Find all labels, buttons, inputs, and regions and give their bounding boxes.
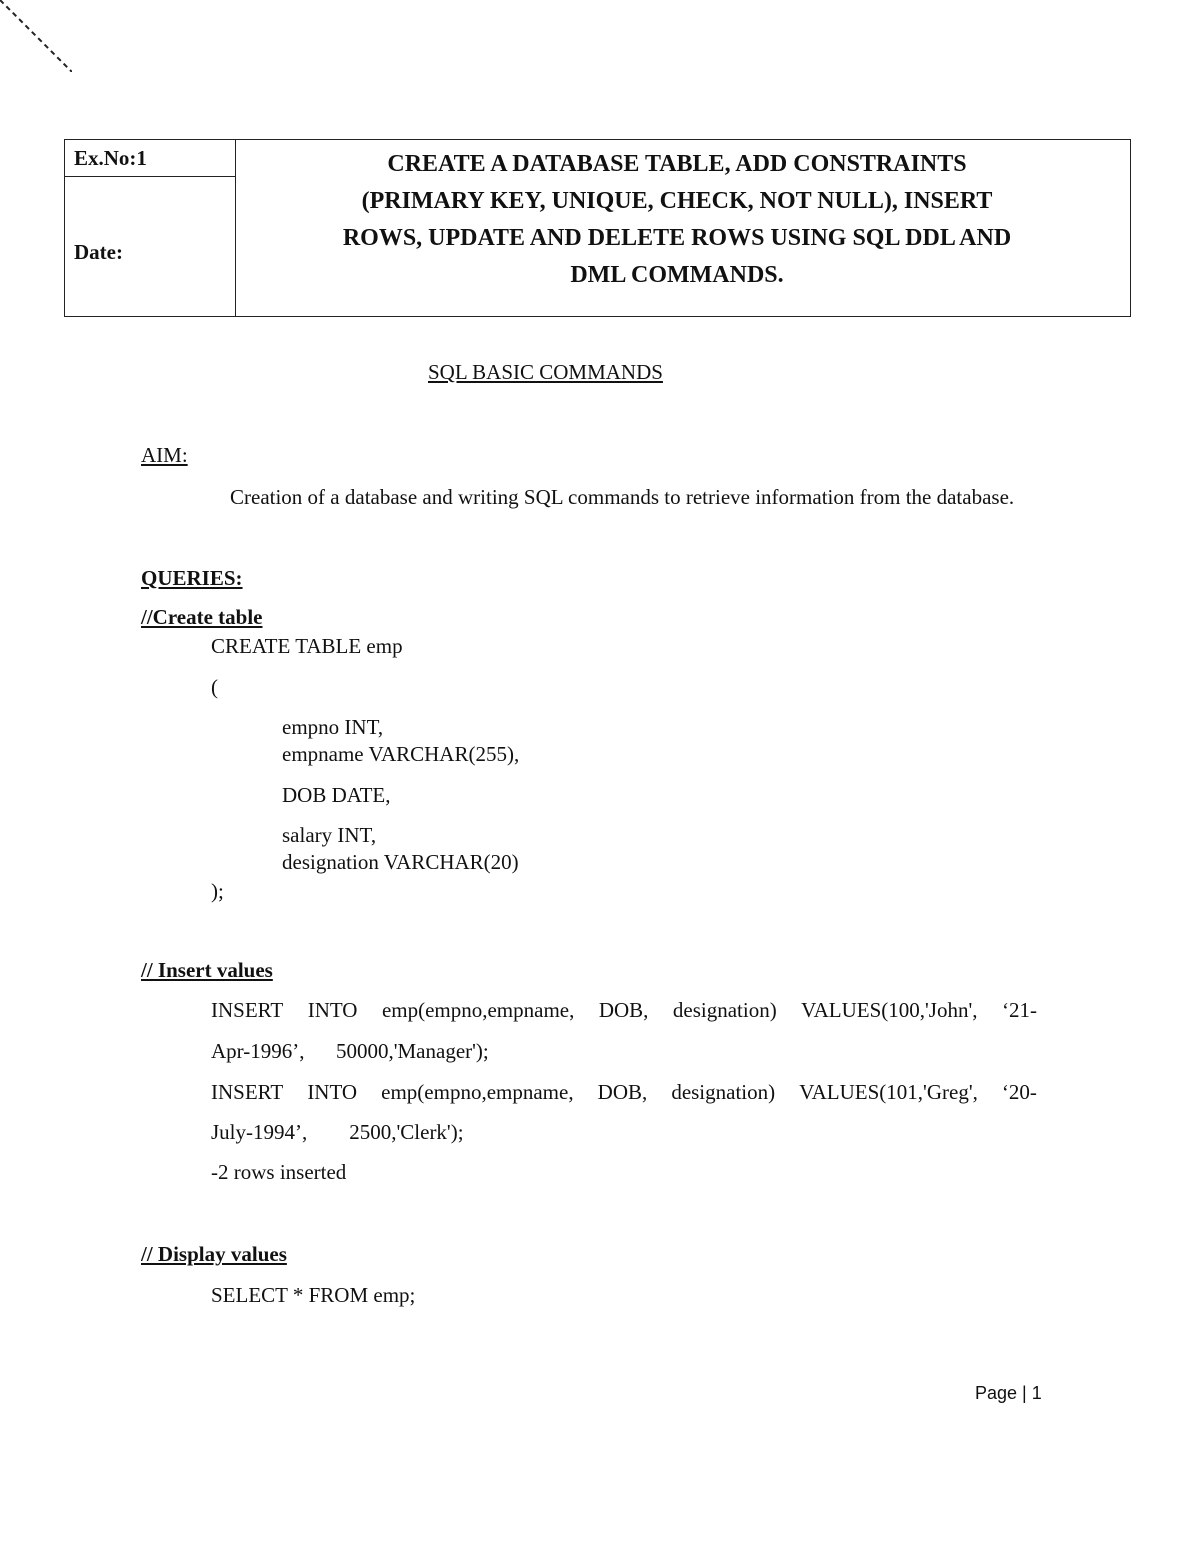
dashed-corner-line	[0, 0, 72, 72]
code-word: VALUES(100,'John',	[801, 998, 978, 1022]
code-word: ‘20-	[1001, 1080, 1037, 1104]
insert-statement-2	[211, 1080, 1037, 1105]
title-line-1: CREATE A DATABASE TABLE, ADD CONSTRAINTS	[387, 151, 967, 177]
code-line: designation VARCHAR(20)	[282, 850, 519, 874]
code-line: empname VARCHAR(255),	[282, 742, 520, 766]
select-query: SELECT * FROM emp;	[211, 1283, 416, 1307]
queries-heading: QUERIES:	[141, 566, 243, 590]
code-word: designation)	[671, 1080, 776, 1104]
code-line: CREATE TABLE emp	[211, 634, 403, 658]
title-line-4: DML COMMANDS.	[570, 262, 784, 288]
code-word: ‘21-	[1001, 998, 1037, 1022]
title-line-3: ROWS, UPDATE AND DELETE ROWS USING SQL DDL AND	[342, 225, 1012, 251]
code-word: DOB,	[598, 998, 649, 1022]
insert-statement-2-cont: July-1994’, 2500,'Clerk');	[211, 1120, 464, 1144]
display-values-comment: // Display values	[141, 1242, 287, 1266]
page-number: Page | 1	[975, 1383, 1042, 1403]
insert-result: -2 rows inserted	[211, 1160, 347, 1184]
create-table-comment: //Create table	[141, 605, 263, 629]
code-line: );	[211, 879, 224, 903]
header-left-column	[65, 140, 236, 316]
exno-label: Ex.No:1	[65, 140, 235, 177]
insert-values-comment: // Insert values	[141, 958, 273, 982]
aim-heading: AIM:	[141, 443, 188, 467]
code-line: (	[211, 675, 218, 699]
code-word: INTO	[307, 1080, 358, 1104]
code-line: empno INT,	[282, 715, 384, 739]
code-line: salary INT,	[282, 823, 377, 847]
code-word: emp(empno,empname,	[381, 998, 575, 1022]
code-line: DOB DATE,	[282, 783, 391, 807]
code-word: VALUES(101,'Greg',	[799, 1080, 978, 1104]
code-word: DOB,	[597, 1080, 648, 1104]
insert-statement-1	[211, 998, 1037, 1023]
title-line-2: (PRIMARY KEY, UNIQUE, CHECK, NOT NULL), INSERT	[361, 188, 993, 214]
code-word: INSERT	[211, 1080, 284, 1104]
insert-statement-1-cont: Apr-1996’, 50000,'Manager');	[211, 1039, 489, 1063]
code-word: INSERT	[211, 998, 284, 1022]
code-word: emp(empno,empname,	[381, 1080, 574, 1104]
exercise-title	[237, 146, 1117, 294]
section-title: SQL BASIC COMMANDS	[428, 360, 663, 384]
code-word: designation)	[672, 998, 777, 1022]
code-word: INTO	[307, 998, 358, 1022]
date-label: Date:	[74, 240, 123, 264]
header-table	[64, 139, 1131, 317]
aim-text: Creation of a database and writing SQL commands to retrieve information from the database.	[230, 485, 1015, 509]
